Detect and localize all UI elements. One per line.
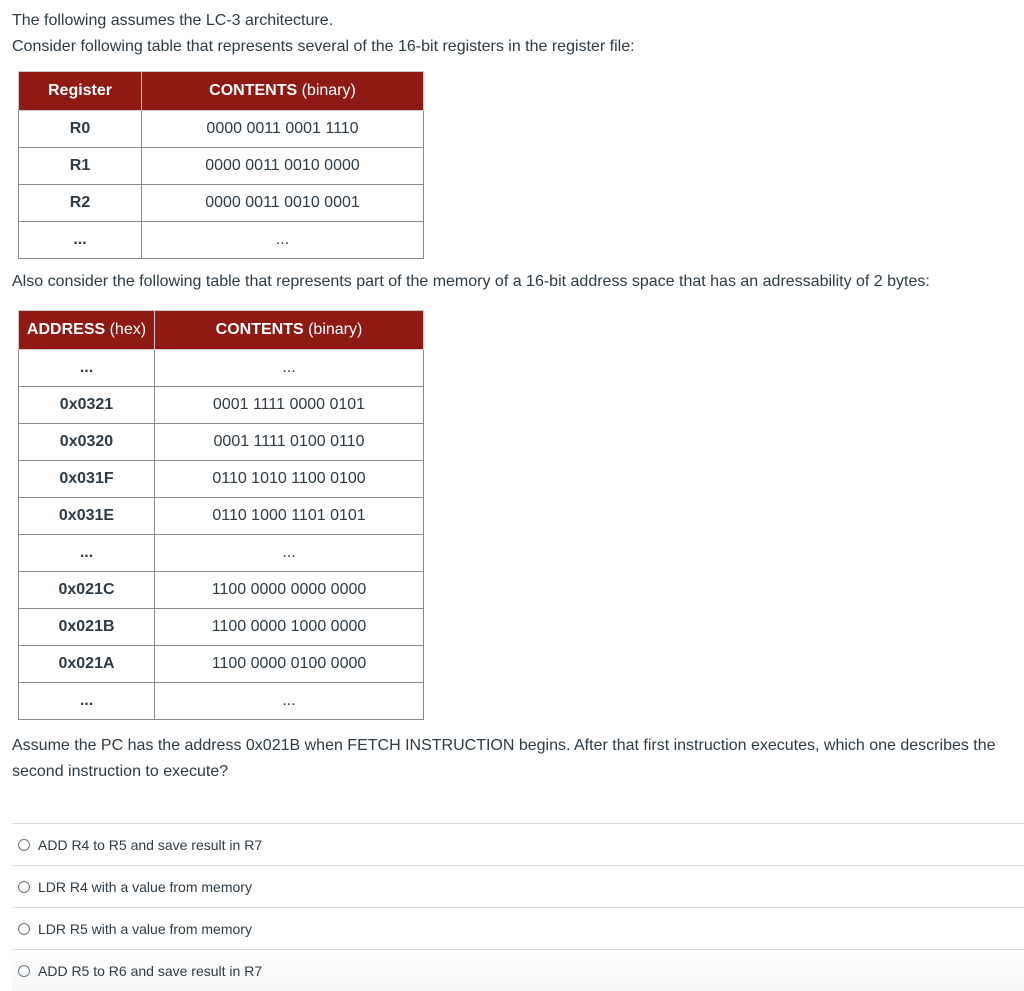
contents-cell: 1100 0000 0000 0000 xyxy=(155,572,424,609)
answer-label: LDR R4 with a value from memory xyxy=(38,878,252,895)
contents-cell: 0001 1111 0000 0101 xyxy=(155,387,424,424)
memory-table-header xyxy=(19,311,424,350)
answer-label: ADD R4 to R5 and save result in R7 xyxy=(38,836,263,853)
contents-header-unit: (binary) xyxy=(303,321,363,338)
answer-option[interactable] xyxy=(12,949,1024,991)
register-cell: R1 xyxy=(19,148,142,185)
contents-cell: ... xyxy=(142,222,424,259)
register-table xyxy=(18,71,424,259)
address-cell: 0x031F xyxy=(19,461,155,498)
contents-cell: 1100 0000 0100 0000 xyxy=(155,646,424,683)
address-header-unit: (hex) xyxy=(105,321,147,338)
register-cell: ... xyxy=(19,222,142,259)
contents-header-unit: (binary) xyxy=(297,82,356,99)
contents-cell: 0001 1111 0100 0110 xyxy=(155,424,424,461)
contents-cell: 0000 0011 0010 0000 xyxy=(142,148,424,185)
table-row xyxy=(19,424,424,461)
contents-cell: 0000 0011 0001 1110 xyxy=(142,111,424,148)
address-cell: 0x0321 xyxy=(19,387,155,424)
contents-cell: 0110 1000 1101 0101 xyxy=(155,498,424,535)
contents-cell: 0000 0011 0010 0001 xyxy=(142,185,424,222)
memory-intro-text: Also consider the following table that represents part of the memory of a 16-bit address space that has an adressability of 2 bytes: xyxy=(12,273,930,290)
intro-line-2: Consider following table that represents several of the 16-bit registers in the register file: xyxy=(12,38,635,55)
contents-column-header xyxy=(155,311,424,350)
intro-text xyxy=(12,8,635,60)
table-row xyxy=(19,185,424,222)
address-cell: ... xyxy=(19,683,155,720)
contents-cell: 0110 1010 1100 0100 xyxy=(155,461,424,498)
table-row xyxy=(19,148,424,185)
answer-option[interactable] xyxy=(12,823,1024,865)
register-table-header xyxy=(19,72,424,111)
table-row xyxy=(19,646,424,683)
contents-column-header xyxy=(142,72,424,111)
table-row xyxy=(19,111,424,148)
register-cell: R0 xyxy=(19,111,142,148)
address-column-header xyxy=(19,311,155,350)
address-header-label: ADDRESS xyxy=(26,321,106,338)
address-cell: 0x021B xyxy=(19,609,155,646)
memory-table xyxy=(18,310,424,720)
answer-list xyxy=(12,823,1024,991)
address-cell: ... xyxy=(19,350,155,387)
address-cell: 0x031E xyxy=(19,498,155,535)
table-row xyxy=(19,609,424,646)
address-cell: ... xyxy=(19,535,155,572)
contents-header-label: CONTENTS xyxy=(209,82,298,99)
register-column-header: Register xyxy=(19,72,142,111)
answer-label: ADD R5 to R6 and save result in R7 xyxy=(38,962,263,979)
table-row xyxy=(19,461,424,498)
contents-header-label: CONTENTS xyxy=(215,321,304,338)
contents-cell: ... xyxy=(155,683,424,720)
address-cell: 0x021C xyxy=(19,572,155,609)
table-row xyxy=(19,387,424,424)
intro-line-1: The following assumes the LC-3 architecture. xyxy=(12,12,334,29)
radio-button-icon[interactable] xyxy=(18,881,30,893)
contents-cell: ... xyxy=(155,535,424,572)
table-row xyxy=(19,498,424,535)
answer-option[interactable] xyxy=(12,907,1024,949)
contents-cell: ... xyxy=(155,350,424,387)
register-cell: R2 xyxy=(19,185,142,222)
question-text: Assume the PC has the address 0x021B when FETCH INSTRUCTION begins. After that first instruction executes, which one describes the second instruction to execute? xyxy=(12,737,996,780)
contents-cell: 1100 0000 1000 0000 xyxy=(155,609,424,646)
answer-label: LDR R5 with a value from memory xyxy=(38,920,252,937)
table-row xyxy=(19,350,424,387)
address-cell: 0x021A xyxy=(19,646,155,683)
table-row xyxy=(19,683,424,720)
answer-option[interactable] xyxy=(12,865,1024,907)
radio-button-icon[interactable] xyxy=(18,839,30,851)
table-row xyxy=(19,222,424,259)
table-row xyxy=(19,535,424,572)
radio-button-icon[interactable] xyxy=(18,923,30,935)
table-row xyxy=(19,572,424,609)
address-cell: 0x0320 xyxy=(19,424,155,461)
radio-button-icon[interactable] xyxy=(18,965,30,977)
